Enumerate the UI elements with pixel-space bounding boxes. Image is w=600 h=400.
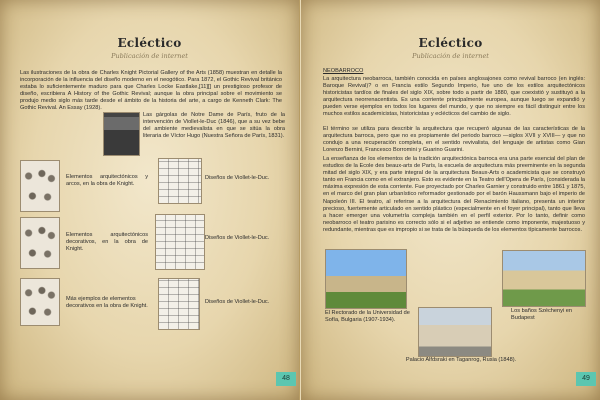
sofia-university-caption: El Rectorado de la Universidad de Sofía, Bulgaria (1907-1934). xyxy=(325,310,410,323)
viollet-design-caption-3: Diseños de Viollet-le-Duc. xyxy=(205,299,270,305)
szechenyi-baths-photo xyxy=(502,250,586,307)
viollet-design-image-2 xyxy=(155,214,205,270)
paragraph-1: La arquitectura neobarroca, también conocida en países anglosajones como revival barroco (en inglés: Baroque Revival)? o en Francia estilo Segundo Imperio, fue uno de los estilos arquitectónicos historicistas tardíos de finales del siglo XIX, sobre todo a partir de 1880, que coexistió y sustituyó a la arquitectura neorrenacentista. Es una corriente principalmente europea, aunque luego se expandió y pueden verse ejemplos en todos los lugares del mundo, y que no siempre es fácil distinguir entre los muchos estilos academicistas, historicistas y eclécticos del cambio de siglo. xyxy=(323,76,585,118)
gargoyles-image xyxy=(103,112,140,156)
knight-decorative-caption: Elementos arquitectónicos decorativos, en la obra de Knight. xyxy=(66,232,148,252)
knight-decorative-image xyxy=(20,217,60,269)
page-title: Ecléctico xyxy=(418,36,483,50)
szechenyi-baths-caption: Los baños Széchenyi en Budapest xyxy=(511,308,572,321)
viollet-design-caption-2: Diseños de Viollet-le-Duc. xyxy=(205,235,270,241)
gargoyles-caption: Las gárgolas de Notre Dame de París, fruto de la intervención de Viollet-le-Duc (1846), que a su vez bebe del ambiente medievalista en que se sitúa la obra literaria de Víctor Hugo (Nuestra Señora de París, 1831). xyxy=(143,112,285,139)
page-number: 48 xyxy=(276,372,296,386)
paragraph-3: La enseñanza de los elementos de la tradición arquitectónica barroca era una parte esencial del plan de estudios de la Ecole des beaux-arts de París, la escuela de arquitectura más preeminente en la segunda mitad del siglo XIX, y era parte integral de la arquitectura Beaux-Arts o academicista que se construyó tanto en Francia como en el extranjero. Esto es evidente en la Teatro dell'Opera de París, (considerada la máxima expresión de esta corriente. Fue proyectado por Charles Garnier y construido entre 1861 y 1875, en el marco del gran plan urbanístico reformador gestionado por el barón Haussmann bajo el imperio de Napoleón III. El teatro, al referirse a la arquitectura del Renacimiento italiano, presenta un interior precioso, fuertemente articulado en sentido plástico (especialmente en el foyer principal), tanto que lleva a hacer emerger una volumetría compleja también en el perfil exterior. Por lo tanto, definir como neobarroco el teatro parisino es correcto sólo si el adjetivo se entiende como imponente, majestuoso y redundante, mientras que es impropio si se trata de la búsqueda de los elementos típicamente barrocos. xyxy=(323,156,585,233)
viollet-design-image-3 xyxy=(158,278,200,330)
page-subtitle: Publicación de internet xyxy=(111,52,188,60)
paragraph-2: El término se utiliza para describir la arquitectura que recuperó algunas de las características de la arquitectura barroca, pero que no es propiamente del periodo barroco —siglos XVII y XVIII— y que no condujo a una recuperación completa, en el sentido revivalista, del lenguaje de artistas como Gian Lorenzo Bernini, Francesco Borromini y Guarino Guarini. xyxy=(323,126,585,154)
knight-more-image xyxy=(20,278,60,326)
sofia-university-photo xyxy=(325,249,407,309)
taganrog-palace-caption: Palacio Alfdsraki en Taganrog, Rusia (1848). xyxy=(405,357,517,363)
viollet-design-caption-1: Diseños de Viollet-le-Duc. xyxy=(205,175,270,181)
page-subtitle: Publicación de internet xyxy=(412,52,489,60)
knight-arches-image xyxy=(20,160,60,212)
section-heading: NEOBARROCO xyxy=(323,68,364,74)
taganrog-palace-photo xyxy=(418,307,492,357)
knight-more-caption: Más ejemplos de elementos decorativos en la obra de Knight. xyxy=(66,296,148,309)
intro-paragraph: Las ilustraciones de la obra de Charles Knight Pictorial Gallery of the Arts (1858) muestran en detalle la incorporación de la influencia del diseño moderno en el neogótico. Para 1872, el Gothic Revival británico estaba lo suficientemente maduro para que Charles Locke Eastlake,[11][] un prestigioso profesor de diseño, escribiera A History of the Gothic Revival; aunque la obra principal sobre el movimiento se produjo medio siglo más tarde desde el ámbito de la historia del arte, a cargo de Kenneth Clark: The Gothic Revival. An Essay (1928). xyxy=(20,70,282,112)
viollet-design-image-1 xyxy=(158,158,202,204)
knight-arches-caption: Elementos arquitectónicos y arcos, en la obra de Knight. xyxy=(66,174,148,187)
page-title: Ecléctico xyxy=(117,36,182,50)
page-number: 49 xyxy=(576,372,596,386)
right-page xyxy=(300,0,600,400)
